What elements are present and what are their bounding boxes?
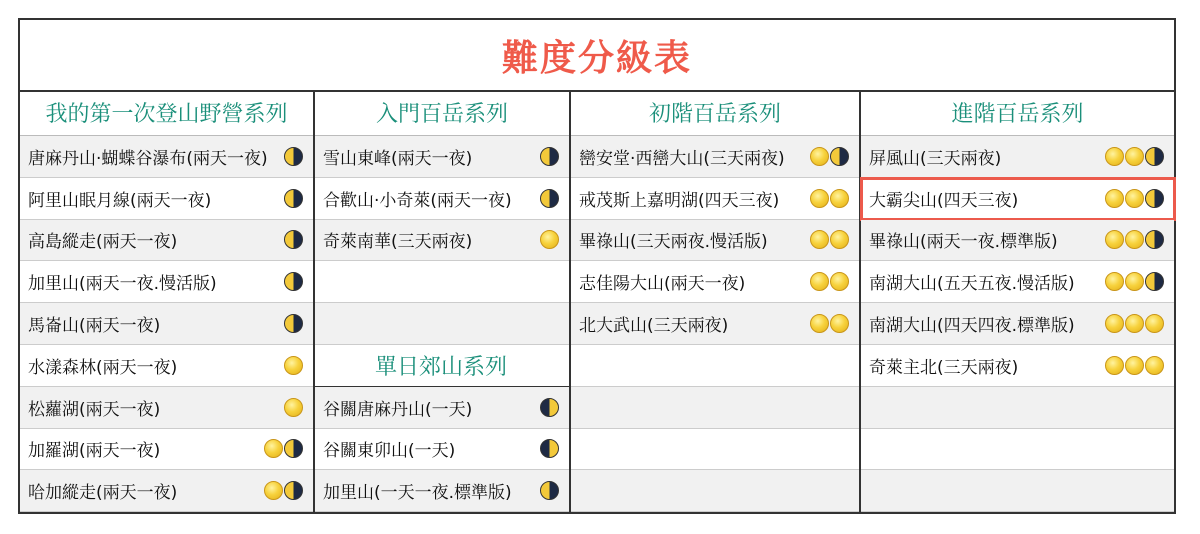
series-subheader: 單日郊山系列: [315, 345, 569, 387]
difficulty-moons: [1105, 272, 1164, 291]
full-moon-icon: [810, 314, 829, 333]
series-header: 進階百岳系列: [861, 90, 1174, 136]
empty-cell: [315, 303, 569, 345]
difficulty-moons: [810, 272, 849, 291]
full-moon-icon: [1105, 147, 1124, 166]
trip-label: 雪山東峰(兩天一夜): [323, 148, 473, 169]
half-moon-icon: [284, 230, 303, 249]
table-row: [20, 220, 313, 262]
table-row: [861, 136, 1174, 178]
difficulty-moons: [264, 439, 303, 458]
trip-label: 加里山(一天一夜.標準版): [323, 483, 512, 504]
difficulty-moons: [1105, 189, 1164, 208]
difficulty-moons: [284, 272, 303, 291]
table-row: [571, 220, 859, 262]
table-row: [315, 429, 569, 471]
trip-label: 北大武山(三天兩夜): [579, 316, 729, 337]
half-moon-icon: [540, 481, 559, 500]
full-moon-icon: [540, 230, 559, 249]
half-moon-icon: [284, 272, 303, 291]
full-moon-icon: [1105, 314, 1124, 333]
series-header: 入門百岳系列: [315, 90, 569, 136]
full-moon-icon: [1105, 230, 1124, 249]
table-row: [20, 136, 313, 178]
full-moon-icon: [1105, 356, 1124, 375]
full-moon-icon: [264, 481, 283, 500]
trip-label: 谷關唐麻丹山(一天): [323, 399, 473, 420]
full-moon-icon: [1125, 147, 1144, 166]
full-moon-icon: [810, 230, 829, 249]
difficulty-moons: [540, 481, 559, 500]
empty-cell: [315, 261, 569, 303]
half-moon-icon: [540, 439, 559, 458]
difficulty-moons: [1105, 356, 1164, 375]
half-moon-icon: [1145, 230, 1164, 249]
table-row: [20, 429, 313, 471]
full-moon-icon: [1125, 314, 1144, 333]
empty-cell: [861, 470, 1174, 512]
trip-label: 松蘿湖(兩天一夜): [28, 399, 161, 420]
trip-label: 哈加縱走(兩天一夜): [28, 483, 178, 504]
trip-label: 畢祿山(兩天一夜.標準版): [869, 232, 1058, 253]
half-moon-icon: [1145, 189, 1164, 208]
table-row: [861, 303, 1174, 345]
trip-label: 唐麻丹山·蝴蝶谷瀑布(兩天一夜): [28, 148, 268, 169]
full-moon-icon: [264, 439, 283, 458]
difficulty-moons: [810, 147, 849, 166]
full-moon-icon: [1105, 189, 1124, 208]
half-moon-icon: [284, 147, 303, 166]
table-row: [20, 470, 313, 512]
table-row: [571, 261, 859, 303]
table-row: [315, 470, 569, 512]
difficulty-moons: [810, 314, 849, 333]
difficulty-moons: [1105, 314, 1164, 333]
trip-label: 加羅湖(兩天一夜): [28, 441, 161, 462]
full-moon-icon: [830, 189, 849, 208]
difficulty-moons: [284, 398, 303, 417]
empty-cell: [861, 387, 1174, 429]
difficulty-table: [18, 18, 1176, 514]
half-moon-icon: [284, 439, 303, 458]
full-moon-icon: [1145, 314, 1164, 333]
table-row: [20, 345, 313, 387]
full-moon-icon: [1125, 189, 1144, 208]
difficulty-moons: [540, 398, 559, 417]
difficulty-moons: [264, 481, 303, 500]
full-moon-icon: [830, 314, 849, 333]
trip-label: 阿里山眠月線(兩天一夜): [28, 190, 212, 211]
full-moon-icon: [810, 189, 829, 208]
trip-label: 加里山(兩天一夜.慢活版): [28, 274, 217, 295]
trip-label: 南湖大山(五天五夜.慢活版): [869, 274, 1075, 295]
empty-cell: [571, 470, 859, 512]
table-row: [571, 303, 859, 345]
trip-label: 戒茂斯上嘉明湖(四天三夜): [579, 190, 780, 211]
trip-label: 屏風山(三天兩夜): [869, 148, 1002, 169]
difficulty-moons: [284, 230, 303, 249]
full-moon-icon: [830, 272, 849, 291]
trip-label: 南湖大山(四天四夜.標準版): [869, 316, 1075, 337]
full-moon-icon: [284, 398, 303, 417]
half-moon-icon: [540, 147, 559, 166]
full-moon-icon: [1125, 272, 1144, 291]
half-moon-icon: [284, 189, 303, 208]
difficulty-moons: [810, 189, 849, 208]
half-moon-icon: [830, 147, 849, 166]
series-header: 我的第一次登山野營系列: [20, 90, 313, 136]
empty-cell: [571, 429, 859, 471]
series-column: [20, 90, 313, 512]
table-row: [315, 220, 569, 262]
full-moon-icon: [1105, 272, 1124, 291]
half-moon-icon: [1145, 272, 1164, 291]
difficulty-moons: [284, 356, 303, 375]
empty-cell: [571, 387, 859, 429]
trip-label: 大霸尖山(四天三夜): [869, 190, 1019, 211]
difficulty-moons: [540, 147, 559, 166]
difficulty-moons: [1105, 147, 1164, 166]
trip-label: 谷關東卯山(一天): [323, 441, 456, 462]
table-row: [20, 387, 313, 429]
difficulty-moons: [284, 314, 303, 333]
table-row: [571, 136, 859, 178]
trip-label: 馬崙山(兩天一夜): [28, 316, 161, 337]
half-moon-icon: [284, 481, 303, 500]
difficulty-moons: [284, 189, 303, 208]
full-moon-icon: [810, 272, 829, 291]
series-column: [859, 90, 1174, 512]
half-moon-icon: [1145, 147, 1164, 166]
full-moon-icon: [1125, 356, 1144, 375]
half-moon-icon: [540, 189, 559, 208]
series-header: 初階百岳系列: [571, 90, 859, 136]
full-moon-icon: [810, 147, 829, 166]
trip-label: 合歡山·小奇萊(兩天一夜): [323, 190, 512, 211]
page-title: 難度分級表: [501, 37, 692, 79]
empty-cell: [571, 345, 859, 387]
table-row: [20, 303, 313, 345]
table-title-row: [20, 20, 1174, 92]
difficulty-moons: [540, 230, 559, 249]
difficulty-moons: [540, 189, 559, 208]
empty-cell: [861, 429, 1174, 471]
full-moon-icon: [284, 356, 303, 375]
difficulty-moons: [1105, 230, 1164, 249]
trip-label: 畢祿山(三天兩夜.慢活版): [579, 232, 768, 253]
table-row: [315, 136, 569, 178]
series-column: [569, 90, 859, 512]
trip-label: 奇萊主北(三天兩夜): [869, 357, 1019, 378]
trip-label: 志佳陽大山(兩天一夜): [579, 274, 746, 295]
trip-label: 水漾森林(兩天一夜): [28, 357, 178, 378]
trip-label: 巒安堂·西巒大山(三天兩夜): [579, 148, 785, 169]
table-row: [20, 178, 313, 220]
full-moon-icon: [1125, 230, 1144, 249]
trip-label: 高島縱走(兩天一夜): [28, 232, 178, 253]
table-row: [861, 261, 1174, 303]
trip-label: 奇萊南華(三天兩夜): [323, 232, 473, 253]
full-moon-icon: [1145, 356, 1164, 375]
difficulty-moons: [284, 147, 303, 166]
full-moon-icon: [830, 230, 849, 249]
series-column: [313, 90, 569, 512]
difficulty-moons: [810, 230, 849, 249]
table-row: [315, 387, 569, 429]
table-row: [861, 220, 1174, 262]
table-row: [571, 178, 859, 220]
table-row: [315, 178, 569, 220]
table-row: [20, 261, 313, 303]
table-row: [861, 345, 1174, 387]
half-moon-icon: [284, 314, 303, 333]
difficulty-moons: [540, 439, 559, 458]
table-row: [861, 178, 1174, 220]
half-moon-icon: [540, 398, 559, 417]
